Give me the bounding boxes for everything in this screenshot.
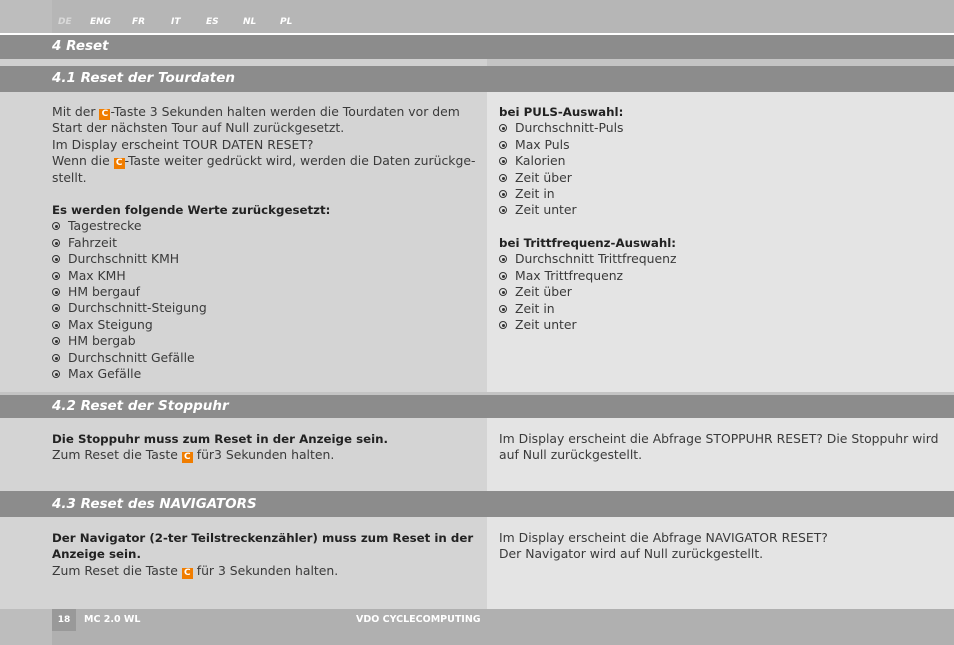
text-line: Start der nächsten Tour auf Null zurückgesetzt. [52, 120, 345, 136]
text-line: stellt. [52, 169, 87, 185]
c-key-icon: C [182, 568, 193, 579]
reset-values-heading: Es werden folgende Werte zurückgesetzt: [52, 203, 331, 217]
c-key-icon: C [114, 158, 125, 169]
reset-value-item: Max Steigung [52, 317, 482, 333]
reset-value-item: Max Gefälle [52, 366, 482, 382]
lang-it[interactable]: IT [171, 17, 181, 27]
footer-strip [52, 609, 954, 645]
c-key-icon: C [99, 109, 110, 120]
tritt-block [499, 235, 939, 333]
navigator-bold: Anzeige sein. [52, 547, 141, 562]
footer-model: MC 2.0 WL [84, 614, 141, 625]
navigator-right-text [499, 530, 939, 563]
text-span: Mit der [52, 104, 100, 119]
subsection-bar-4-2 [0, 395, 954, 418]
text-line: Im Display erscheint TOUR DATEN RESET? [52, 136, 314, 152]
language-bar-margin [0, 0, 52, 33]
tritt-list [499, 251, 939, 333]
lang-pl[interactable]: PL [280, 17, 293, 27]
puls-item: Kalorien [499, 153, 939, 169]
text-line: Im Display erscheint die Abfrage STOPPUHR RESET? Die Stoppuhr wird [499, 431, 939, 446]
text-line: Im Display erscheint die Abfrage NAVIGATOR RESET? [499, 530, 828, 545]
reset-value-item: HM bergab [52, 333, 482, 349]
tritt-heading: bei Trittfrequenz-Auswahl: [499, 236, 677, 250]
subsection-bar-4-3 [0, 491, 954, 517]
text-span: Wenn die [52, 153, 114, 169]
section-bar [0, 35, 954, 59]
text-span: Zum Reset die Taste [52, 447, 182, 463]
puls-item: Durchschnitt-Puls [499, 120, 939, 136]
navigator-left-text [52, 530, 482, 579]
reset-values-list [52, 218, 482, 382]
navigator-bold: Der Navigator (2-ter Teilstreckenzähler) muss zum Reset in der [52, 531, 474, 545]
reset-value-item: Fahrzeit [52, 235, 482, 251]
page-number: 18 [52, 609, 76, 631]
section-title: 4 Reset [52, 38, 109, 54]
text-span: -Taste weiter gedrückt wird, werden die Daten zurückge- [124, 153, 476, 169]
language-bar-strip [52, 0, 954, 33]
tritt-item: Durchschnitt Trittfrequenz [499, 251, 939, 267]
reset-value-item: Durchschnitt Gefälle [52, 350, 482, 366]
subsection-title-4-1: 4.1 Reset der Tourdaten [52, 70, 236, 86]
tour-reset-text [52, 104, 482, 186]
footer-brand: VDO CYCLECOMPUTING [356, 614, 481, 625]
spacer [0, 59, 487, 66]
stoppuhr-left-text [52, 431, 482, 464]
footer [0, 609, 954, 645]
tritt-item: Zeit in [499, 301, 939, 317]
stoppuhr-bold: Die Stoppuhr muss zum Reset in der Anzeige sein. [52, 432, 389, 446]
tritt-item: Zeit unter [499, 317, 939, 333]
lang-eng[interactable]: ENG [90, 17, 112, 27]
lang-nl[interactable]: NL [243, 17, 257, 27]
reset-value-item: Durchschnitt KMH [52, 251, 482, 267]
subsection-title-4-2: 4.2 Reset der Stoppuhr [52, 398, 229, 414]
reset-value-item: HM bergauf [52, 284, 482, 300]
puls-heading: bei PULS-Auswahl: [499, 105, 624, 119]
reset-value-item: Durchschnitt-Steigung [52, 300, 482, 316]
text-span: für3 Sekunden halten. [192, 447, 335, 463]
reset-value-item: Max KMH [52, 268, 482, 284]
puls-item: Zeit über [499, 170, 939, 186]
reset-values-block [52, 202, 482, 382]
lang-fr[interactable]: FR [132, 17, 146, 27]
lang-es[interactable]: ES [206, 17, 219, 27]
reset-value-item: Tagestrecke [52, 218, 482, 234]
stoppuhr-right-text [499, 431, 939, 464]
lang-de[interactable]: DE [58, 17, 72, 27]
puls-item: Zeit unter [499, 202, 939, 218]
puls-item: Zeit in [499, 186, 939, 202]
puls-list [499, 120, 939, 218]
text-line: auf Null zurückgestellt. [499, 447, 643, 463]
text-span: für 3 Sekunden halten. [192, 562, 339, 578]
tritt-item: Zeit über [499, 284, 939, 300]
text-span: Zum Reset die Taste [52, 562, 182, 578]
text-span: -Taste 3 Sekunden halten werden die Tourdaten vor dem [110, 104, 460, 119]
puls-block [499, 104, 939, 219]
tritt-item: Max Trittfrequenz [499, 268, 939, 284]
puls-item: Max Puls [499, 137, 939, 153]
subsection-title-4-3: 4.3 Reset des NAVIGATORS [52, 496, 257, 512]
text-line: Der Navigator wird auf Null zurückgestellt. [499, 546, 764, 562]
subsection-bar-4-1 [0, 66, 954, 92]
spacer [487, 59, 954, 66]
c-key-icon: C [182, 452, 193, 463]
language-bar [0, 0, 954, 33]
